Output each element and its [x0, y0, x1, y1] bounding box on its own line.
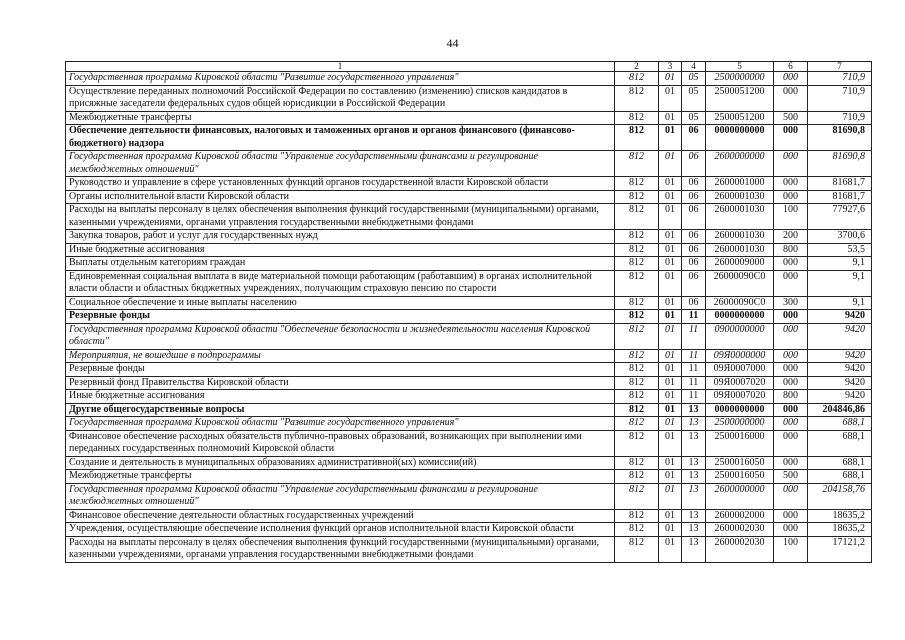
- table-row: [66, 417, 872, 431]
- subsection-code-cell: 06: [682, 243, 706, 257]
- target-article-cell: 2500051200: [706, 85, 774, 111]
- row-name-cell: Расходы на выплаты персоналу в целях обеспечения выполнения функций государственными (муниципальными) органами, казенными учреждениями, органами управления государственными внебюджетными фондами: [66, 204, 615, 230]
- subsection-code-cell: 06: [682, 257, 706, 271]
- admin-code-cell: 812: [615, 85, 659, 111]
- admin-code-cell: 812: [615, 509, 659, 523]
- row-name-cell: Обеспечение деятельности финансовых, налоговых и таможенных органов и органов финансового (финансово-бюджетного) надзора: [66, 125, 615, 151]
- row-name-cell: Создание и деятельность в муниципальных образованиях административной(ых) комиссии(ий): [66, 456, 615, 470]
- target-article-cell: 2500016050: [706, 470, 774, 484]
- subsection-code-cell: 13: [682, 483, 706, 509]
- expense-type-cell: 000: [774, 72, 808, 86]
- amount-cell: 81690,8: [808, 151, 872, 177]
- table-row: [66, 125, 872, 151]
- subsection-code-cell: 11: [682, 390, 706, 404]
- amount-cell: 688,1: [808, 417, 872, 431]
- subsection-code-cell: 06: [682, 230, 706, 244]
- admin-code-cell: 812: [615, 323, 659, 349]
- amount-cell: 18635,2: [808, 509, 872, 523]
- table-row: [66, 151, 872, 177]
- row-name-cell: Межбюджетные трансферты: [66, 470, 615, 484]
- table-row: [66, 111, 872, 125]
- section-code-cell: 01: [659, 230, 682, 244]
- row-name-cell: Межбюджетные трансферты: [66, 111, 615, 125]
- expense-type-cell: 000: [774, 523, 808, 537]
- row-name-cell: Иные бюджетные ассигнования: [66, 390, 615, 404]
- admin-code-cell: 812: [615, 536, 659, 562]
- row-name-cell: Руководство и управление в сфере установленных функций органов государственной власти Кировской области: [66, 177, 615, 191]
- section-code-cell: 01: [659, 111, 682, 125]
- section-code-cell: 01: [659, 430, 682, 456]
- row-name-cell: Государственная программа Кировской области "Обеспечение безопасности и жизнедеятельности населения Кировской области": [66, 323, 615, 349]
- admin-code-cell: 812: [615, 296, 659, 310]
- amount-cell: 204158,76: [808, 483, 872, 509]
- amount-cell: 9420: [808, 390, 872, 404]
- expense-type-cell: 100: [774, 536, 808, 562]
- row-name-cell: Резервные фонды: [66, 363, 615, 377]
- table-row: [66, 509, 872, 523]
- amount-cell: 9420: [808, 349, 872, 363]
- admin-code-cell: 812: [615, 349, 659, 363]
- amount-cell: 77927,6: [808, 204, 872, 230]
- row-name-cell: Государственная программа Кировской области "Развитие государственного управления": [66, 417, 615, 431]
- column-header: 5: [706, 62, 774, 72]
- section-code-cell: 01: [659, 403, 682, 417]
- target-article-cell: 2600001030: [706, 243, 774, 257]
- amount-cell: 53,5: [808, 243, 872, 257]
- subsection-code-cell: 06: [682, 177, 706, 191]
- table-row: [66, 243, 872, 257]
- subsection-code-cell: 06: [682, 204, 706, 230]
- section-code-cell: 01: [659, 243, 682, 257]
- expense-type-cell: 000: [774, 403, 808, 417]
- admin-code-cell: 812: [615, 417, 659, 431]
- row-name-cell: Другие общегосударственные вопросы: [66, 403, 615, 417]
- row-name-cell: Иные бюджетные ассигнования: [66, 243, 615, 257]
- section-code-cell: 01: [659, 257, 682, 271]
- subsection-code-cell: 13: [682, 430, 706, 456]
- column-header: 1: [66, 62, 615, 72]
- table-row: [66, 483, 872, 509]
- target-article-cell: 26000090С0: [706, 296, 774, 310]
- table-row: [66, 85, 872, 111]
- expense-type-cell: 500: [774, 470, 808, 484]
- column-header: 6: [774, 62, 808, 72]
- admin-code-cell: 812: [615, 257, 659, 271]
- section-code-cell: 01: [659, 270, 682, 296]
- row-name-cell: Расходы на выплаты персоналу в целях обеспечения выполнения функций государственными (муниципальными) органами, казенными учреждениями, органами управления государственными внебюджетными фондами: [66, 536, 615, 562]
- table-row: [66, 230, 872, 244]
- section-code-cell: 01: [659, 363, 682, 377]
- target-article-cell: 2600001000: [706, 177, 774, 191]
- row-name-cell: Осуществление переданных полномочий Российской Федерации по составлению (изменению) списков кандидатов в присяжные заседатели федеральных судов общей юрисдикции в Российской Федерации: [66, 85, 615, 111]
- column-header: 2: [615, 62, 659, 72]
- column-number-row: [66, 62, 872, 72]
- subsection-code-cell: 13: [682, 417, 706, 431]
- expense-type-cell: 100: [774, 204, 808, 230]
- amount-cell: 81681,7: [808, 190, 872, 204]
- section-code-cell: 01: [659, 470, 682, 484]
- admin-code-cell: 812: [615, 204, 659, 230]
- subsection-code-cell: 11: [682, 363, 706, 377]
- target-article-cell: 2600001030: [706, 230, 774, 244]
- expense-type-cell: 000: [774, 417, 808, 431]
- table-row: [66, 523, 872, 537]
- section-code-cell: 01: [659, 376, 682, 390]
- row-name-cell: Резервные фонды: [66, 310, 615, 324]
- row-name-cell: Учреждения, осуществляющие обеспечение исполнения функций органов исполнительной власти Кировской области: [66, 523, 615, 537]
- section-code-cell: 01: [659, 296, 682, 310]
- target-article-cell: 2500051200: [706, 111, 774, 125]
- target-article-cell: 0900000000: [706, 323, 774, 349]
- admin-code-cell: 812: [615, 243, 659, 257]
- budget-table: [65, 61, 872, 563]
- section-code-cell: 01: [659, 85, 682, 111]
- table-row: [66, 456, 872, 470]
- subsection-code-cell: 13: [682, 456, 706, 470]
- admin-code-cell: 812: [615, 483, 659, 509]
- section-code-cell: 01: [659, 323, 682, 349]
- expense-type-cell: 500: [774, 111, 808, 125]
- admin-code-cell: 812: [615, 177, 659, 191]
- subsection-code-cell: 06: [682, 125, 706, 151]
- section-code-cell: 01: [659, 310, 682, 324]
- amount-cell: 3700,6: [808, 230, 872, 244]
- admin-code-cell: 812: [615, 376, 659, 390]
- amount-cell: 9,1: [808, 296, 872, 310]
- section-code-cell: 01: [659, 349, 682, 363]
- expense-type-cell: 000: [774, 270, 808, 296]
- amount-cell: 9,1: [808, 257, 872, 271]
- expense-type-cell: 800: [774, 390, 808, 404]
- admin-code-cell: 812: [615, 151, 659, 177]
- amount-cell: 17121,2: [808, 536, 872, 562]
- table-row: [66, 470, 872, 484]
- column-header: 7: [808, 62, 872, 72]
- section-code-cell: 01: [659, 417, 682, 431]
- amount-cell: 688,1: [808, 456, 872, 470]
- target-article-cell: 2600001030: [706, 190, 774, 204]
- admin-code-cell: 812: [615, 270, 659, 296]
- row-name-cell: Мероприятия, не вошедшие в подпрограммы: [66, 349, 615, 363]
- table-row: [66, 363, 872, 377]
- expense-type-cell: 000: [774, 323, 808, 349]
- table-row: [66, 390, 872, 404]
- target-article-cell: 2600001030: [706, 204, 774, 230]
- amount-cell: 9420: [808, 363, 872, 377]
- section-code-cell: 01: [659, 151, 682, 177]
- amount-cell: 81681,7: [808, 177, 872, 191]
- row-name-cell: Органы исполнительной власти Кировской области: [66, 190, 615, 204]
- target-article-cell: 2600000000: [706, 483, 774, 509]
- amount-cell: 710,9: [808, 111, 872, 125]
- subsection-code-cell: 13: [682, 470, 706, 484]
- table-row: [66, 536, 872, 562]
- target-article-cell: 09Я0000000: [706, 349, 774, 363]
- target-article-cell: 2600009000: [706, 257, 774, 271]
- admin-code-cell: 812: [615, 403, 659, 417]
- table-row: [66, 310, 872, 324]
- subsection-code-cell: 11: [682, 349, 706, 363]
- row-name-cell: Выплаты отдельным категориям граждан: [66, 257, 615, 271]
- target-article-cell: 26000090С0: [706, 270, 774, 296]
- table-row: [66, 177, 872, 191]
- table-row: [66, 72, 872, 86]
- subsection-code-cell: 05: [682, 72, 706, 86]
- target-article-cell: 2600002030: [706, 523, 774, 537]
- column-header: 3: [659, 62, 682, 72]
- expense-type-cell: 000: [774, 125, 808, 151]
- subsection-code-cell: 11: [682, 323, 706, 349]
- expense-type-cell: 000: [774, 177, 808, 191]
- table-row: [66, 430, 872, 456]
- target-article-cell: 2600000000: [706, 151, 774, 177]
- admin-code-cell: 812: [615, 230, 659, 244]
- amount-cell: 710,9: [808, 72, 872, 86]
- subsection-code-cell: 06: [682, 151, 706, 177]
- section-code-cell: 01: [659, 456, 682, 470]
- target-article-cell: 0000000000: [706, 125, 774, 151]
- subsection-code-cell: 05: [682, 85, 706, 111]
- admin-code-cell: 812: [615, 523, 659, 537]
- table-row: [66, 257, 872, 271]
- amount-cell: 204846,86: [808, 403, 872, 417]
- target-article-cell: 2500000000: [706, 417, 774, 431]
- subsection-code-cell: 06: [682, 270, 706, 296]
- subsection-code-cell: 05: [682, 111, 706, 125]
- target-article-cell: 2600002030: [706, 536, 774, 562]
- amount-cell: 9420: [808, 323, 872, 349]
- expense-type-cell: 000: [774, 430, 808, 456]
- admin-code-cell: 812: [615, 310, 659, 324]
- target-article-cell: 09Я0007020: [706, 390, 774, 404]
- expense-type-cell: 000: [774, 85, 808, 111]
- admin-code-cell: 812: [615, 125, 659, 151]
- row-name-cell: Государственная программа Кировской области "Управление государственными финансами и регулирование межбюджетных отношений": [66, 151, 615, 177]
- amount-cell: 18635,2: [808, 523, 872, 537]
- column-header: 4: [682, 62, 706, 72]
- table-row: [66, 190, 872, 204]
- section-code-cell: 01: [659, 523, 682, 537]
- expense-type-cell: 800: [774, 243, 808, 257]
- target-article-cell: 0000000000: [706, 403, 774, 417]
- table-row: [66, 403, 872, 417]
- expense-type-cell: 300: [774, 296, 808, 310]
- subsection-code-cell: 06: [682, 296, 706, 310]
- row-name-cell: Финансовое обеспечение деятельности областных государственных учреждений: [66, 509, 615, 523]
- section-code-cell: 01: [659, 509, 682, 523]
- expense-type-cell: 000: [774, 376, 808, 390]
- section-code-cell: 01: [659, 72, 682, 86]
- target-article-cell: 2500000000: [706, 72, 774, 86]
- admin-code-cell: 812: [615, 111, 659, 125]
- section-code-cell: 01: [659, 390, 682, 404]
- subsection-code-cell: 06: [682, 190, 706, 204]
- expense-type-cell: 000: [774, 349, 808, 363]
- section-code-cell: 01: [659, 204, 682, 230]
- row-name-cell: Государственная программа Кировской области "Развитие государственного управления": [66, 72, 615, 86]
- table-row: [66, 296, 872, 310]
- target-article-cell: 2500016000: [706, 430, 774, 456]
- row-name-cell: Единовременная социальная выплата в виде материальной помощи работающим (работавшим) в органах исполнительной власти области и областных бюджетных учреждениях, получающим страховую пенсию по старости: [66, 270, 615, 296]
- subsection-code-cell: 13: [682, 509, 706, 523]
- table-row: [66, 349, 872, 363]
- row-name-cell: Резервный фонд Правительства Кировской области: [66, 376, 615, 390]
- amount-cell: 688,1: [808, 430, 872, 456]
- target-article-cell: 2500016050: [706, 456, 774, 470]
- expense-type-cell: 000: [774, 509, 808, 523]
- expense-type-cell: 000: [774, 257, 808, 271]
- section-code-cell: 01: [659, 125, 682, 151]
- row-name-cell: Закупка товаров, работ и услуг для государственных нужд: [66, 230, 615, 244]
- amount-cell: 9,1: [808, 270, 872, 296]
- admin-code-cell: 812: [615, 72, 659, 86]
- amount-cell: 710,9: [808, 85, 872, 111]
- section-code-cell: 01: [659, 483, 682, 509]
- target-article-cell: 2600002000: [706, 509, 774, 523]
- section-code-cell: 01: [659, 177, 682, 191]
- expense-type-cell: 000: [774, 456, 808, 470]
- target-article-cell: 0000000000: [706, 310, 774, 324]
- expense-type-cell: 000: [774, 363, 808, 377]
- target-article-cell: 09Я0007020: [706, 376, 774, 390]
- admin-code-cell: 812: [615, 363, 659, 377]
- subsection-code-cell: 13: [682, 403, 706, 417]
- target-article-cell: 09Я0007000: [706, 363, 774, 377]
- subsection-code-cell: 11: [682, 376, 706, 390]
- subsection-code-cell: 13: [682, 523, 706, 537]
- admin-code-cell: 812: [615, 430, 659, 456]
- table-row: [66, 270, 872, 296]
- subsection-code-cell: 13: [682, 536, 706, 562]
- subsection-code-cell: 11: [682, 310, 706, 324]
- row-name-cell: Социальное обеспечение и иные выплаты населению: [66, 296, 615, 310]
- row-name-cell: Государственная программа Кировской области "Управление государственными финансами и регулирование межбюджетных отношений": [66, 483, 615, 509]
- admin-code-cell: 812: [615, 470, 659, 484]
- section-code-cell: 01: [659, 536, 682, 562]
- admin-code-cell: 812: [615, 390, 659, 404]
- expense-type-cell: 200: [774, 230, 808, 244]
- expense-type-cell: 000: [774, 483, 808, 509]
- table-row: [66, 204, 872, 230]
- amount-cell: 688,1: [808, 470, 872, 484]
- expense-type-cell: 000: [774, 151, 808, 177]
- page-number: 44: [446, 36, 459, 50]
- amount-cell: 9420: [808, 310, 872, 324]
- expense-type-cell: 000: [774, 190, 808, 204]
- row-name-cell: Финансовое обеспечение расходных обязательств публично-правовых образований, возникающих при выполнении ими переданных государственных полномочий Кировской области: [66, 430, 615, 456]
- amount-cell: 9420: [808, 376, 872, 390]
- table-row: [66, 376, 872, 390]
- section-code-cell: 01: [659, 190, 682, 204]
- admin-code-cell: 812: [615, 456, 659, 470]
- admin-code-cell: 812: [615, 190, 659, 204]
- amount-cell: 81690,8: [808, 125, 872, 151]
- expense-type-cell: 000: [774, 310, 808, 324]
- table-row: [66, 323, 872, 349]
